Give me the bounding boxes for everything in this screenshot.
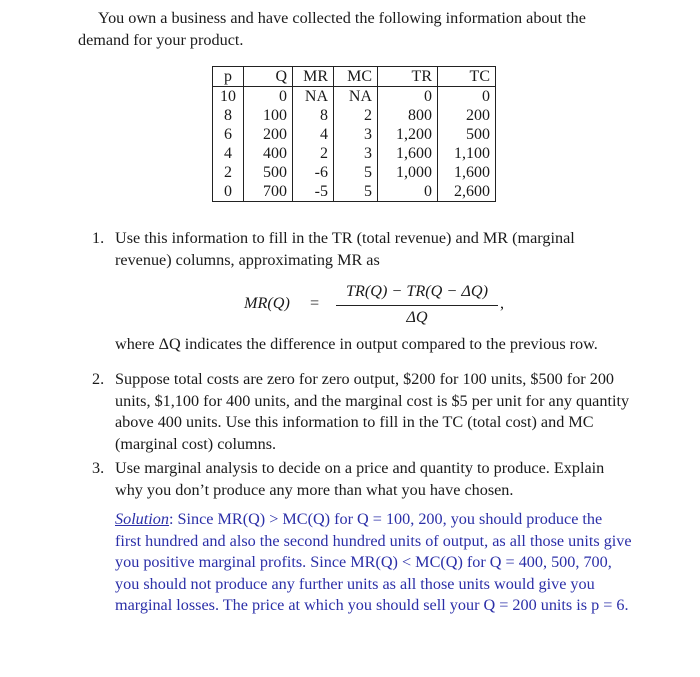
column-header-mr: MR	[293, 67, 334, 87]
solution-text: : Since MR(Q) > MC(Q) for Q = 100, 200, you should produce the first hundred and also the second hundred units of output, as all those units give you positive marginal profits. Since MR(Q) < MC(Q) for Q = 400, 500, 700, you should not produce any further units as all those units would give you marginal losses. The price at which you should sell your Q = 200 units is p = 6.	[115, 510, 632, 614]
formula-trailing-comma: ,	[500, 294, 505, 312]
cell-q: 100	[244, 106, 293, 125]
table-row	[213, 87, 496, 107]
cell-tr: 1,200	[378, 125, 438, 144]
cell-mc: 5	[334, 182, 378, 202]
intro-paragraph: You own a business and have collected the following information about the demand for your product.	[78, 9, 586, 49]
cell-q: 500	[244, 163, 293, 182]
table-header-row	[213, 67, 496, 87]
cell-p: 2	[213, 163, 244, 182]
cell-p: 4	[213, 144, 244, 163]
formula-denominator: ΔQ	[406, 307, 428, 326]
solution-paragraph	[115, 509, 632, 617]
demand-table	[212, 66, 496, 202]
cell-tc: 500	[438, 125, 496, 144]
cell-tc: 0	[438, 87, 496, 107]
cell-mc: 5	[334, 163, 378, 182]
cell-tr: 800	[378, 106, 438, 125]
marginal-revenue-formula	[244, 281, 544, 331]
cell-tc: 200	[438, 106, 496, 125]
cell-q: 700	[244, 182, 293, 202]
question-1-text: Use this information to fill in the TR (total revenue) and MR (marginal revenue) columns, approximating MR as	[115, 229, 575, 269]
cell-p: 6	[213, 125, 244, 144]
question-2	[92, 369, 632, 455]
cell-tc: 1,100	[438, 144, 496, 163]
column-header-mc: MC	[334, 67, 378, 87]
cell-mc: 3	[334, 144, 378, 163]
question-1	[92, 228, 632, 271]
cell-mr: 2	[293, 144, 334, 163]
column-header-tc: TC	[438, 67, 496, 87]
cell-mr: 8	[293, 106, 334, 125]
question-2-text: Suppose total costs are zero for zero output, $200 for 100 units, $500 for 200 units, $1,100 for 400 units, and the marginal cost is $5 per unit for any quantity above 400 units. Use this information to fill in the TC (total cost) and MC (marginal cost) columns.	[115, 370, 630, 453]
column-header-tr: TR	[378, 67, 438, 87]
column-header-q: Q	[244, 67, 293, 87]
cell-mr: -5	[293, 182, 334, 202]
question-2-number: 2.	[92, 370, 105, 388]
cell-p: 8	[213, 106, 244, 125]
cell-tc: 1,600	[438, 163, 496, 182]
table-row	[213, 125, 496, 144]
question-1-number: 1.	[92, 229, 105, 247]
cell-q: 0	[244, 87, 293, 107]
question-1-followup: where ΔQ indicates the difference in output compared to the previous row.	[115, 335, 598, 353]
cell-tr: 1,000	[378, 163, 438, 182]
formula-fraction	[336, 281, 498, 328]
cell-mc: 3	[334, 125, 378, 144]
formula-equals: =	[310, 294, 320, 312]
formula-numerator: TR(Q) − TR(Q − ΔQ)	[346, 282, 488, 300]
cell-p: 0	[213, 182, 244, 202]
cell-tc: 2,600	[438, 182, 496, 202]
column-header-p: p	[213, 67, 244, 87]
cell-mc: NA	[334, 87, 378, 107]
formula-lhs: MR(Q)	[244, 294, 290, 312]
cell-mr: 4	[293, 125, 334, 144]
cell-tr: 0	[378, 87, 438, 107]
table-row	[213, 106, 496, 125]
question-3-text: Use marginal analysis to decide on a price and quantity to produce. Explain why you don’t produce any more than what you have chosen.	[115, 459, 605, 499]
cell-mc: 2	[334, 106, 378, 125]
cell-q: 400	[244, 144, 293, 163]
cell-mr: -6	[293, 163, 334, 182]
question-3	[92, 458, 632, 617]
cell-tr: 0	[378, 182, 438, 202]
cell-p: 10	[213, 87, 244, 107]
cell-mr: NA	[293, 87, 334, 107]
cell-tr: 1,600	[378, 144, 438, 163]
solution-label: Solution	[115, 510, 169, 528]
table-row	[213, 163, 496, 182]
table-row	[213, 182, 496, 202]
cell-q: 200	[244, 125, 293, 144]
question-3-number: 3.	[92, 459, 105, 477]
table-row	[213, 144, 496, 163]
